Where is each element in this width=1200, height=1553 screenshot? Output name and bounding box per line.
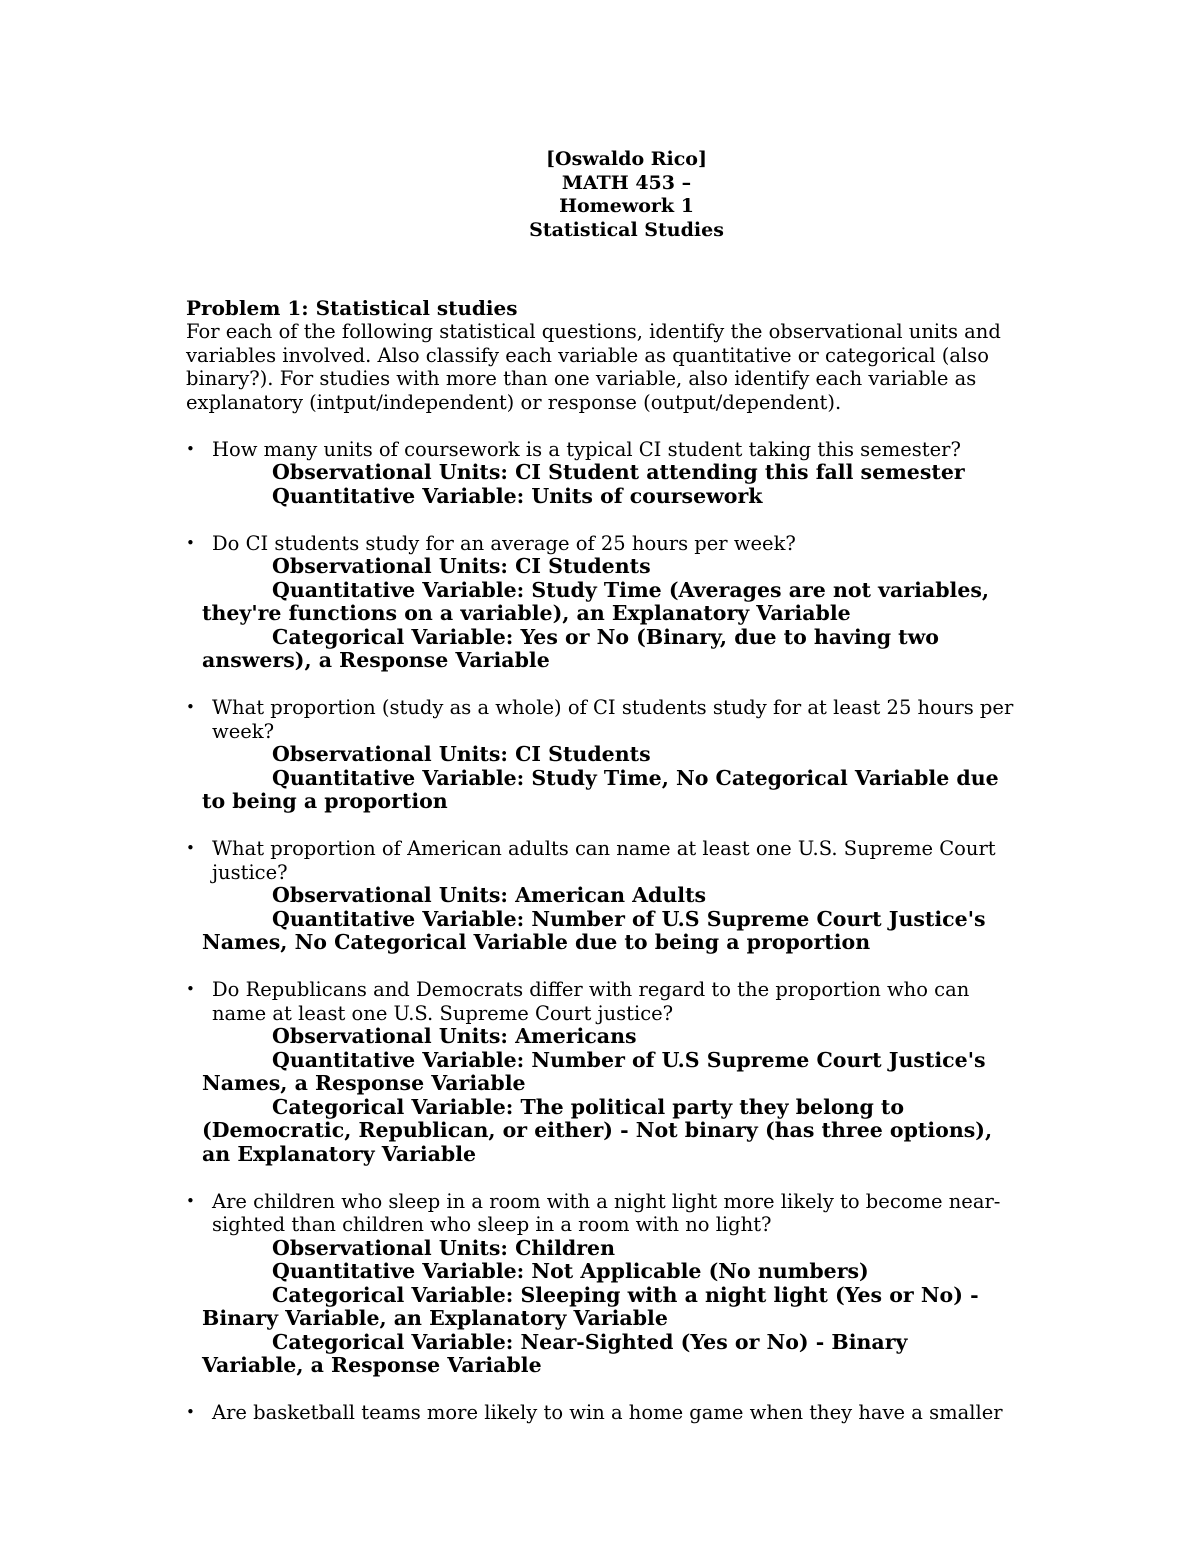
answer-line: Observational Units: CI Students [272,554,651,578]
question-item [186,978,1016,1166]
bullet-icon: • [186,980,195,998]
problem-title: Problem 1: Statistical studies [186,296,518,320]
question-item [186,532,1016,673]
document-header [0,148,1200,242]
answer-line: Quantitative Variable: Number of U.S Supreme Court Justice's Names, a Response Variable [202,1047,986,1095]
course-title: MATH 453 – [561,171,692,194]
question-text: Are basketball teams more likely to win a home game when they have a smaller [212,1401,1003,1424]
question-text: Are children who sleep in a room with a night light more likely to become near-sighted than children who sleep in a room with no light? [212,1189,1001,1236]
topic-title: Statistical Studies [529,218,724,241]
bullet-icon: • [186,1191,195,1210]
question-item [186,438,1016,509]
student-name: [Oswaldo Rico] [546,148,707,170]
question-text: What proportion (study as a whole) of CI students study for at least 25 hours per week? [212,696,1014,743]
answer-line: Quantitative Variable: Study Time, No Categorical Variable due to being a proportion [202,765,999,813]
question-item [186,1190,1016,1378]
answer-line: Quantitative Variable: Number of U.S Supreme Court Justice's Names, No Categorical Variable due to being a proportion [202,906,986,954]
answer-line: Observational Units: CI Students [272,742,651,766]
bullet-icon: • [186,698,195,716]
question-text: Do Republicans and Democrats differ with regard to the proportion who can name at least one U.S. Supreme Court justice? [212,978,970,1025]
assignment-title: Homework 1 [559,195,694,217]
question-text: Do CI students study for an average of 25 hours per week? [212,531,796,555]
bullet-icon: • [186,533,195,552]
answer-line: Quantitative Variable: Not Applicable (No numbers) [272,1259,869,1283]
question-item [186,837,1016,955]
answer-line: Observational Units: Americans [272,1024,637,1048]
answer-line: Observational Units: American Adults [272,883,707,907]
problem-description: For each of the following statistical questions, identify the observational units and variables involved. Also classify each variable as quantitative or categorical (also binary?). For studies with more than one variable, also identify each variable as explanatory (intput/independent) or response (output/dependent). [186,320,1001,414]
answer-line: Categorical Variable: Sleeping with a night light (Yes or No) - Binary Variable, an Explanatory Variable [202,1282,979,1330]
bullet-icon: • [186,839,195,857]
answer-line: Quantitative Variable: Units of coursework [272,483,763,508]
answer-line: Quantitative Variable: Study Time (Averages are not variables, they're functions on a variable), an Explanatory Variable [202,577,990,625]
answer-line: Observational Units: CI Student attending this fall semester [272,460,965,484]
question-text: What proportion of American adults can name at least one U.S. Supreme Court justice? [212,837,996,884]
answer-line: Categorical Variable: Near-Sighted (Yes or No) - Binary Variable, a Response Variable [202,1329,908,1377]
question-text: How many units of coursework is a typical CI student taking this semester? [212,437,961,461]
bullet-icon: • [186,439,195,458]
problem-section [186,296,1016,1425]
question-item [186,696,1016,814]
question-item [186,1401,1016,1425]
answer-line: Categorical Variable: Yes or No (Binary, due to having two answers), a Response Variable [202,624,939,672]
answer-line: Categorical Variable: The political party they belong to (Democratic, Republican, or either) - Not binary (has three options), an Explanatory Variable [202,1094,993,1166]
bullet-icon: • [186,1403,195,1421]
answer-line: Observational Units: Children [272,1235,615,1260]
